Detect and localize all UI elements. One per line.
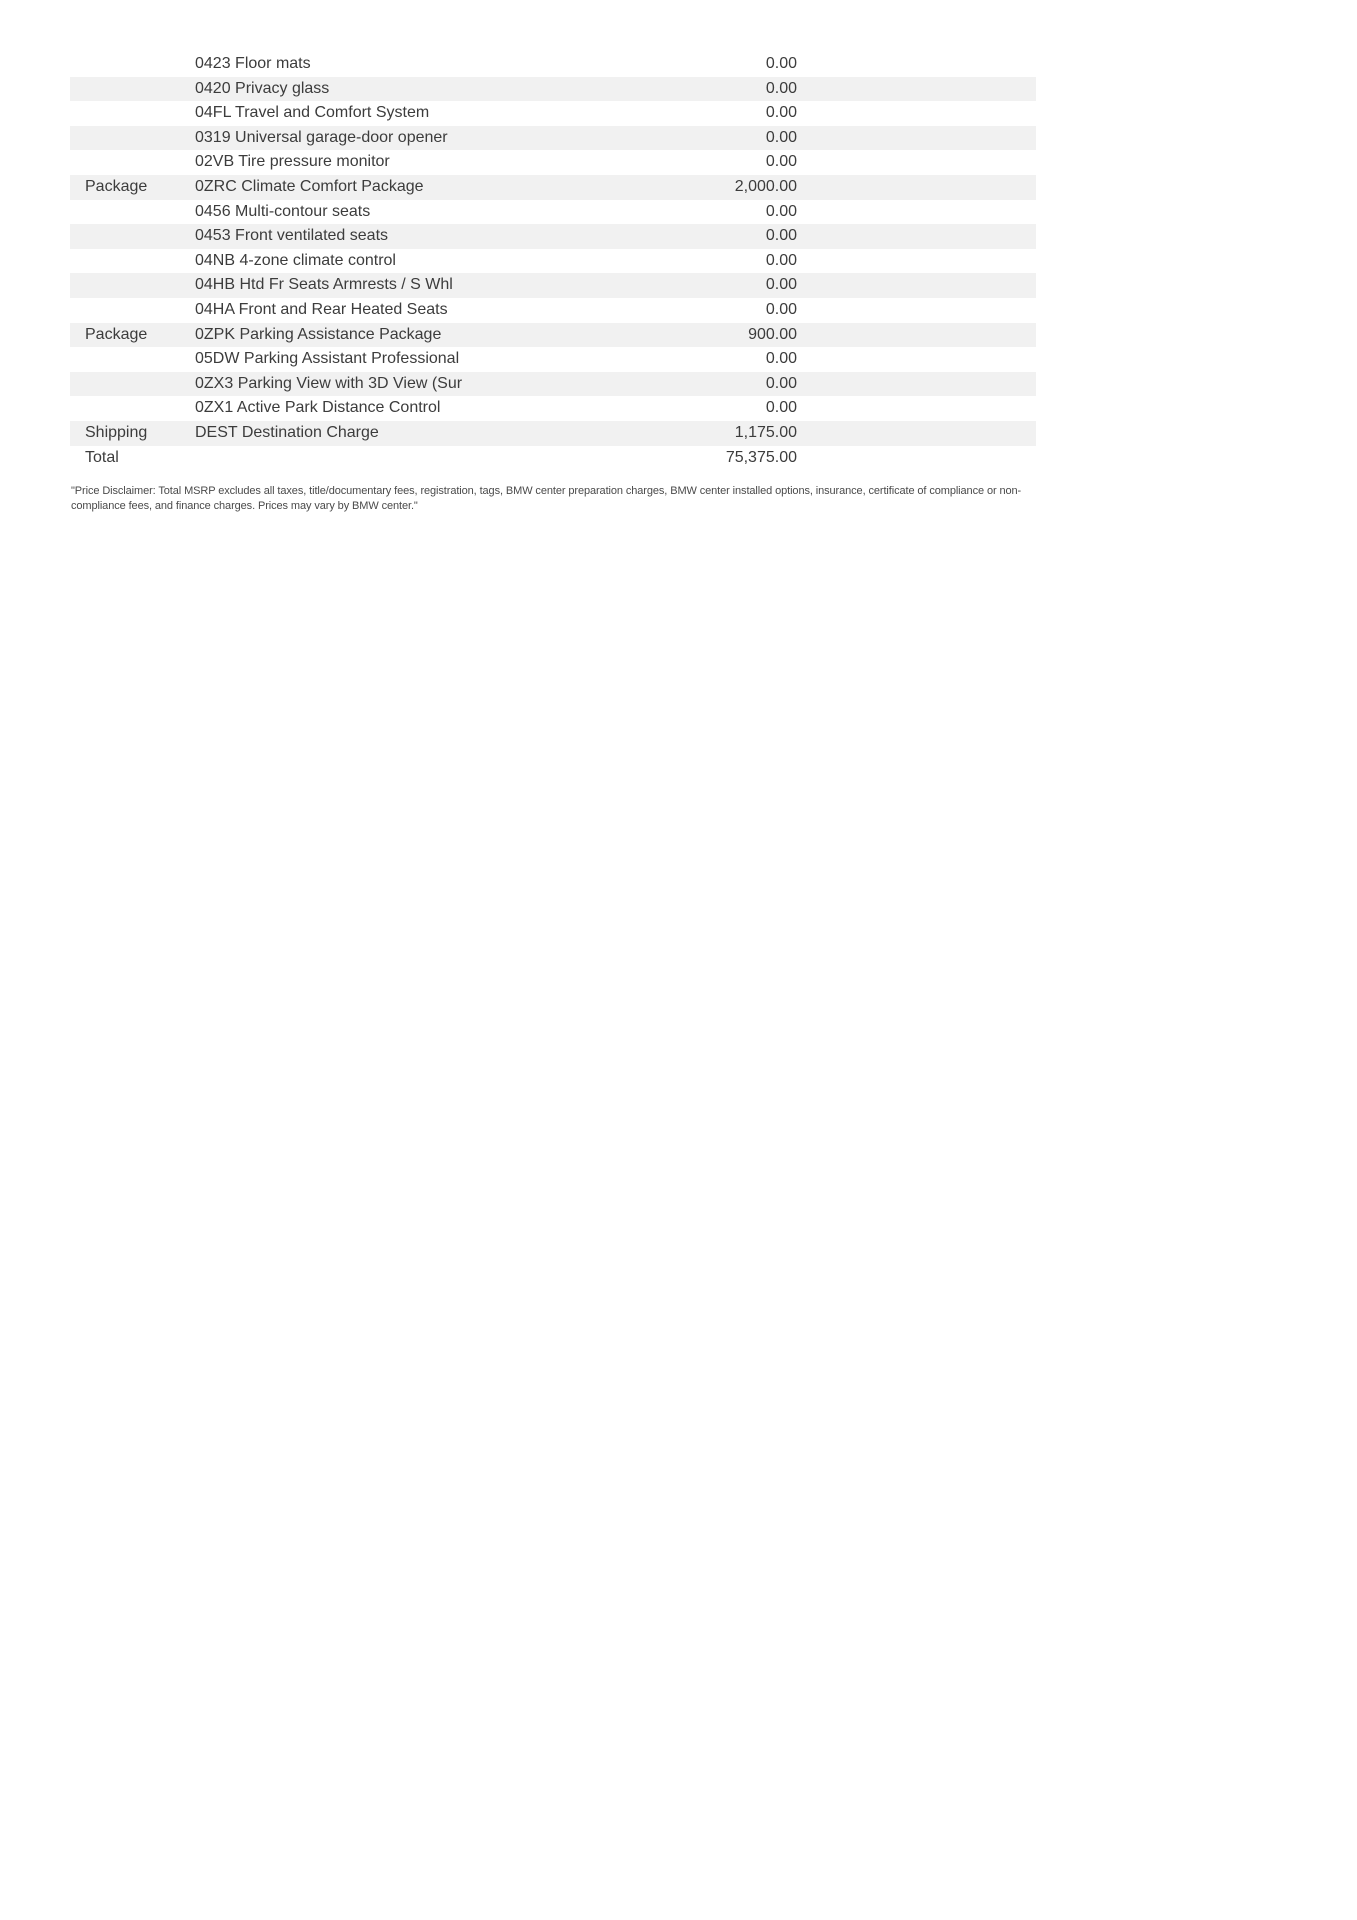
row-category: Package: [85, 325, 148, 343]
row-description: 04HB Htd Fr Seats Armrests / S Whl: [195, 276, 453, 294]
row-category: Package: [85, 177, 148, 195]
table-row: [70, 372, 1036, 397]
row-price: 0.00: [765, 300, 797, 318]
table-row: [70, 446, 1036, 471]
row-price: 0.00: [765, 79, 797, 97]
row-description: 05DW Parking Assistant Professional: [195, 350, 460, 368]
row-price: 2,000.00: [734, 177, 797, 195]
row-price: 0.00: [765, 251, 797, 269]
row-price: 0.00: [765, 276, 797, 294]
row-price: 0.00: [765, 350, 797, 368]
table-row: [70, 150, 1036, 175]
table-row: [70, 396, 1036, 421]
row-description: 04NB 4-zone climate control: [195, 251, 396, 269]
row-price: 0.00: [765, 153, 797, 171]
row-price: 1,175.00: [734, 423, 797, 441]
row-category: Total: [85, 448, 119, 466]
row-description: 0423 Floor mats: [195, 55, 311, 72]
table-row: [70, 200, 1036, 225]
table-row: [70, 421, 1036, 446]
table-row: [70, 224, 1036, 249]
table-row: [70, 175, 1036, 200]
row-description: 0319 Universal garage-door opener: [195, 128, 448, 146]
row-price: 0.00: [765, 128, 797, 146]
row-description: 02VB Tire pressure monitor: [195, 153, 390, 171]
row-price: 75,375.00: [725, 448, 797, 466]
row-price: 0.00: [765, 227, 797, 245]
table-row: [70, 298, 1036, 323]
row-description: 04FL Travel and Comfort System: [195, 104, 430, 122]
row-description: DEST Destination Charge: [195, 423, 379, 441]
table-row: [70, 52, 1036, 77]
row-description: 0ZPK Parking Assistance Package: [195, 325, 442, 343]
options-table: [70, 52, 1036, 470]
row-description: 04HA Front and Rear Heated Seats: [195, 300, 448, 318]
row-description: 0ZRC Climate Comfort Package: [195, 177, 424, 195]
table-row: [70, 273, 1036, 298]
row-price: 900.00: [748, 325, 797, 343]
table-row: [70, 323, 1036, 348]
row-price: 0.00: [765, 104, 797, 122]
table-row: [70, 101, 1036, 126]
row-price: 0.00: [765, 55, 797, 72]
row-description: 0ZX3 Parking View with 3D View (Sur: [195, 374, 463, 392]
row-description: 0ZX1 Active Park Distance Control: [195, 399, 441, 417]
row-description: 0453 Front ventilated seats: [195, 227, 389, 245]
table-row: [70, 249, 1036, 274]
row-description: 0420 Privacy glass: [195, 79, 330, 97]
row-category: Shipping: [85, 423, 148, 441]
table-row: [70, 77, 1036, 102]
row-price: 0.00: [765, 202, 797, 220]
table-row: [70, 347, 1036, 372]
row-price: 0.00: [765, 374, 797, 392]
price-disclaimer: "Price Disclaimer: Total MSRP excludes all taxes, title/documentary fees, registration, tags, BMW center preparation charges, BMW center installed options, insurance, certificate of compliance or non-compliance fees, and finance charges. Prices may vary by BMW center.": [71, 485, 1022, 512]
row-price: 0.00: [765, 399, 797, 417]
table-row: [70, 126, 1036, 151]
row-description: 0456 Multi-contour seats: [195, 202, 371, 220]
